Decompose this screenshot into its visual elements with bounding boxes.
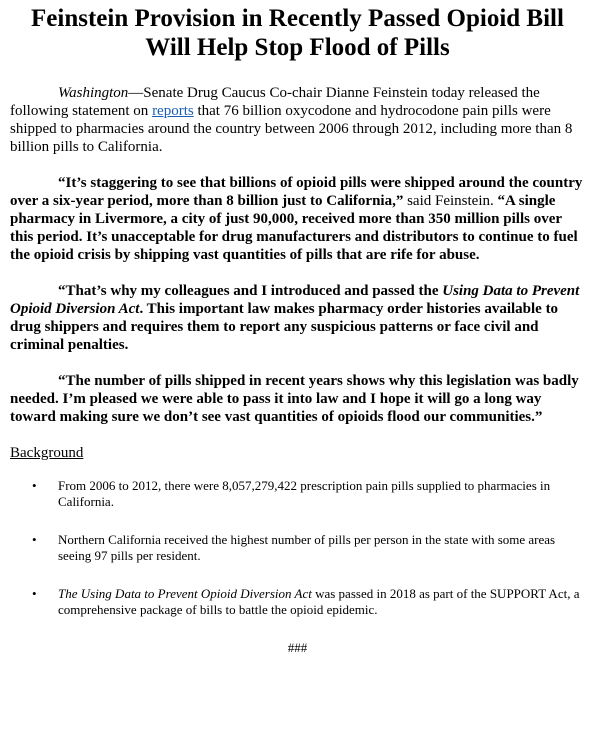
quote-paragraph-3: “The number of pills shipped in recent years shows why this legislation was badly needed. I’m pleased we were able to pass it into law and I hope it will go a long way toward making sure we don’t see vast quantities of opioids flood our communities.” (10, 373, 579, 425)
background-list (10, 478, 585, 618)
end-mark: ### (287, 640, 308, 655)
quote-paragraph-2 (10, 282, 585, 354)
background-item-2 (10, 532, 585, 564)
reports-link[interactable]: reports (152, 103, 194, 119)
intro-text-start: —Senate Drug Caucus Co-chair Dianne Feinstein today released the following statement on (10, 85, 540, 119)
bullet-icon: • (32, 478, 37, 493)
quote-1-attribution: said Feinstein. (403, 193, 498, 209)
act-name: Using Data to Prevent Opioid Diversion Act (10, 283, 580, 317)
background-item-1 (10, 478, 585, 510)
bullet-icon: • (32, 586, 37, 601)
background-item-1-text: From 2006 to 2012, there were 8,057,279,422 prescription pain pills supplied to pharmacies in California. (58, 478, 551, 509)
background-item-3-text: was passed in 2018 as part of the SUPPORT Act, a comprehensive package of bills to battle the opioid epidemic. (58, 586, 580, 617)
bullet-icon: • (32, 532, 37, 547)
background-item-2-text: Northern California received the highest number of pills per person in the state with some areas seeing 97 pills per resident. (58, 532, 556, 563)
background-item-3-act: The Using Data to Prevent Opioid Diversion Act (58, 586, 312, 601)
intro-paragraph (10, 84, 585, 156)
intro-text-end: that 76 billion oxycodone and hydrocodone pain pills were shipped to pharmacies around the country between 2006 through 2012, including more than 8 billion pills to California. (10, 103, 573, 155)
quote-1-continuation: “A single pharmacy in Livermore, a city of just 90,000, received more than 350 million pills over this period. It’s unacceptable for drug manufacturers and distributors to continue to fuel the opioid crisis by shipping vast quantities of pills that are rife for abuse. (10, 193, 578, 263)
background-heading: Background (10, 445, 84, 461)
quote-2-end: . This important law makes pharmacy order histories available to drug shippers and requires them to report any suspicious patterns or face civil and criminal penalties. (10, 301, 559, 353)
dateline-place: Washington (58, 85, 129, 101)
quote-1-opening: “It’s staggering to see that billions of opioid pills were shipped around the country over a six-year period, more than 8 billion just to California,” (10, 175, 583, 209)
background-item-3 (10, 586, 585, 618)
quote-paragraph-1 (10, 174, 585, 264)
quote-2-start: “That’s why my colleagues and I introduced and passed the (58, 283, 443, 299)
page-title: Feinstein Provision in Recently Passed Opioid Bill Will Help Stop Flood of Pills (31, 5, 564, 61)
